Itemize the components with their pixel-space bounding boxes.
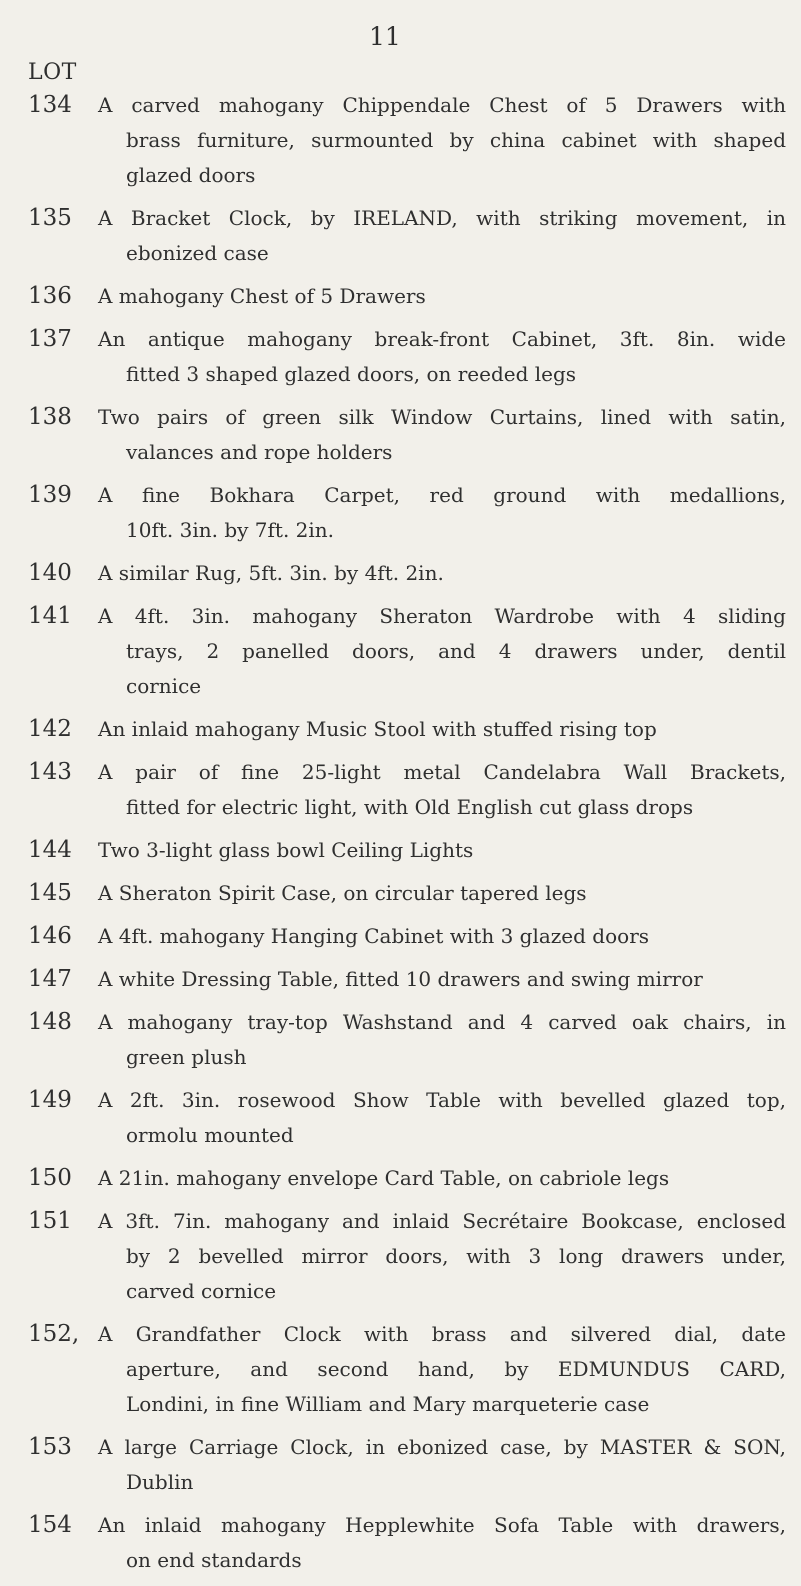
lot-description <box>98 279 786 314</box>
lot-description <box>98 322 786 392</box>
lot-description-line: by 2 bevelled mirror doors, with 3 long drawers under, <box>126 1244 786 1268</box>
lot-description-line: glazed doors <box>126 163 256 187</box>
lot-description-line: A white Dressing Table, fitted 10 drawers and swing mirror <box>98 967 703 991</box>
lot-number: 140 <box>28 560 72 586</box>
lot-entry <box>28 1430 793 1500</box>
lot-number: 145 <box>28 880 72 906</box>
lot-entry <box>28 876 793 911</box>
lot-description <box>98 1317 786 1422</box>
lot-entry <box>28 1161 793 1196</box>
lot-entry <box>28 1005 793 1075</box>
lot-description <box>98 556 786 591</box>
lot-description-line: An inlaid mahogany Hepplewhite Sofa Table with drawers, <box>98 1513 786 1537</box>
lot-entry <box>28 400 793 470</box>
lot-entry <box>28 322 793 392</box>
lot-number: 143 <box>28 759 72 785</box>
lot-number: 135 <box>28 205 72 231</box>
lot-number: 134 <box>28 92 72 118</box>
lot-description-line: 10ft. 3in. by 7ft. 2in. <box>126 518 335 542</box>
lot-entry <box>28 1317 793 1422</box>
lot-description-line: Two pairs of green silk Window Curtains, lined with satin, <box>98 405 786 429</box>
lot-description-line: trays, 2 panelled doors, and 4 drawers under, dentil <box>126 639 786 663</box>
lot-entry <box>28 712 793 747</box>
lot-description-line: cornice <box>126 674 202 698</box>
lot-description <box>98 478 786 548</box>
lot-description <box>98 833 786 868</box>
lot-entry <box>28 201 793 271</box>
lot-description-line: valances and rope holders <box>126 440 393 464</box>
lot-description <box>98 1005 786 1075</box>
lot-description-line: on end standards <box>126 1548 302 1572</box>
lot-number: 144 <box>28 837 72 863</box>
lot-number: 146 <box>28 923 72 949</box>
lot-description <box>98 962 786 997</box>
lot-description-line: A carved mahogany Chippendale Chest of 5 Drawers with <box>98 93 786 117</box>
lot-description-line: A large Carriage Clock, in ebonized case, by MASTER & SON, <box>98 1435 786 1459</box>
lot-entry <box>28 556 793 591</box>
lot-number: 136 <box>28 283 72 309</box>
lot-description-line: green plush <box>126 1045 247 1069</box>
lot-description <box>98 755 786 825</box>
lot-description <box>98 876 786 911</box>
lot-number: 152, <box>28 1321 80 1347</box>
lot-description-line: Dublin <box>126 1470 194 1494</box>
lot-description-line: An inlaid mahogany Music Stool with stuffed rising top <box>98 717 657 741</box>
lot-description-line: A 4ft. mahogany Hanging Cabinet with 3 glazed doors <box>98 924 650 948</box>
lot-entry <box>28 919 793 954</box>
lot-description <box>98 88 786 193</box>
lot-entry <box>28 755 793 825</box>
lot-description-line: A similar Rug, 5ft. 3in. by 4ft. 2in. <box>98 561 444 585</box>
lot-description-line: A pair of fine 25-light metal Candelabra Wall Brackets, <box>98 760 786 784</box>
lot-number: 148 <box>28 1009 72 1035</box>
lot-description-line: Two 3-light glass bowl Ceiling Lights <box>98 838 474 862</box>
lot-description <box>98 1161 786 1196</box>
page-number: 11 <box>369 22 401 51</box>
lot-number: 147 <box>28 966 72 992</box>
lot-number: 137 <box>28 326 72 352</box>
lot-number: 153 <box>28 1434 72 1460</box>
lot-description <box>98 1430 786 1500</box>
lot-description <box>98 1204 786 1309</box>
lot-column-heading: LOT <box>28 60 77 85</box>
lot-list <box>28 88 793 1586</box>
lot-description <box>98 201 786 271</box>
lot-entry <box>28 478 793 548</box>
lot-description-line: Londini, in fine William and Mary marqueterie case <box>126 1392 650 1416</box>
lot-description-line: A fine Bokhara Carpet, red ground with medallions, <box>98 483 786 507</box>
lot-description-line: ormolu mounted <box>126 1123 294 1147</box>
lot-description-line: A 21in. mahogany envelope Card Table, on cabriole legs <box>98 1166 670 1190</box>
lot-entry <box>28 88 793 193</box>
lot-entry <box>28 279 793 314</box>
lot-description-line: carved cornice <box>126 1279 277 1303</box>
lot-number: 151 <box>28 1208 72 1234</box>
lot-number: 154 <box>28 1512 72 1538</box>
lot-number: 141 <box>28 603 72 629</box>
lot-description-line: A mahogany Chest of 5 Drawers <box>98 284 426 308</box>
lot-description-line: fitted for electric light, with Old English cut glass drops <box>126 795 694 819</box>
lot-number: 139 <box>28 482 72 508</box>
lot-number: 138 <box>28 404 72 430</box>
lot-description-line: aperture, and second hand, by EDMUNDUS CARD, <box>126 1357 786 1381</box>
lot-description <box>98 1508 786 1578</box>
lot-entry <box>28 1204 793 1309</box>
lot-entry <box>28 1508 793 1578</box>
lot-description-line: A Grandfather Clock with brass and silvered dial, date <box>98 1322 786 1346</box>
lot-description <box>98 599 786 704</box>
lot-description-line: brass furniture, surmounted by china cabinet with shaped <box>126 128 786 152</box>
lot-number: 149 <box>28 1087 72 1113</box>
lot-description <box>98 1083 786 1153</box>
lot-description-line: An antique mahogany break-front Cabinet, 3ft. 8in. wide <box>98 327 786 351</box>
lot-description-line: A Bracket Clock, by IRELAND, with striking movement, in <box>98 206 786 230</box>
lot-entry <box>28 599 793 704</box>
lot-number: 150 <box>28 1165 72 1191</box>
lot-description <box>98 400 786 470</box>
lot-description-line: A 4ft. 3in. mahogany Sheraton Wardrobe with 4 sliding <box>98 604 786 628</box>
lot-description <box>98 712 786 747</box>
lot-description-line: A 2ft. 3in. rosewood Show Table with bevelled glazed top, <box>98 1088 786 1112</box>
lot-number: 142 <box>28 716 72 742</box>
lot-entry <box>28 833 793 868</box>
lot-entry <box>28 1083 793 1153</box>
lot-description-line: A mahogany tray-top Washstand and 4 carved oak chairs, in <box>98 1010 786 1034</box>
lot-description-line: A Sheraton Spirit Case, on circular tapered legs <box>98 881 587 905</box>
lot-description <box>98 919 786 954</box>
lot-description-line: ebonized case <box>126 241 269 265</box>
lot-description-line: A 3ft. 7in. mahogany and inlaid Secrétaire Bookcase, enclosed <box>98 1209 786 1233</box>
lot-description-line: fitted 3 shaped glazed doors, on reeded legs <box>126 362 577 386</box>
lot-entry <box>28 962 793 997</box>
